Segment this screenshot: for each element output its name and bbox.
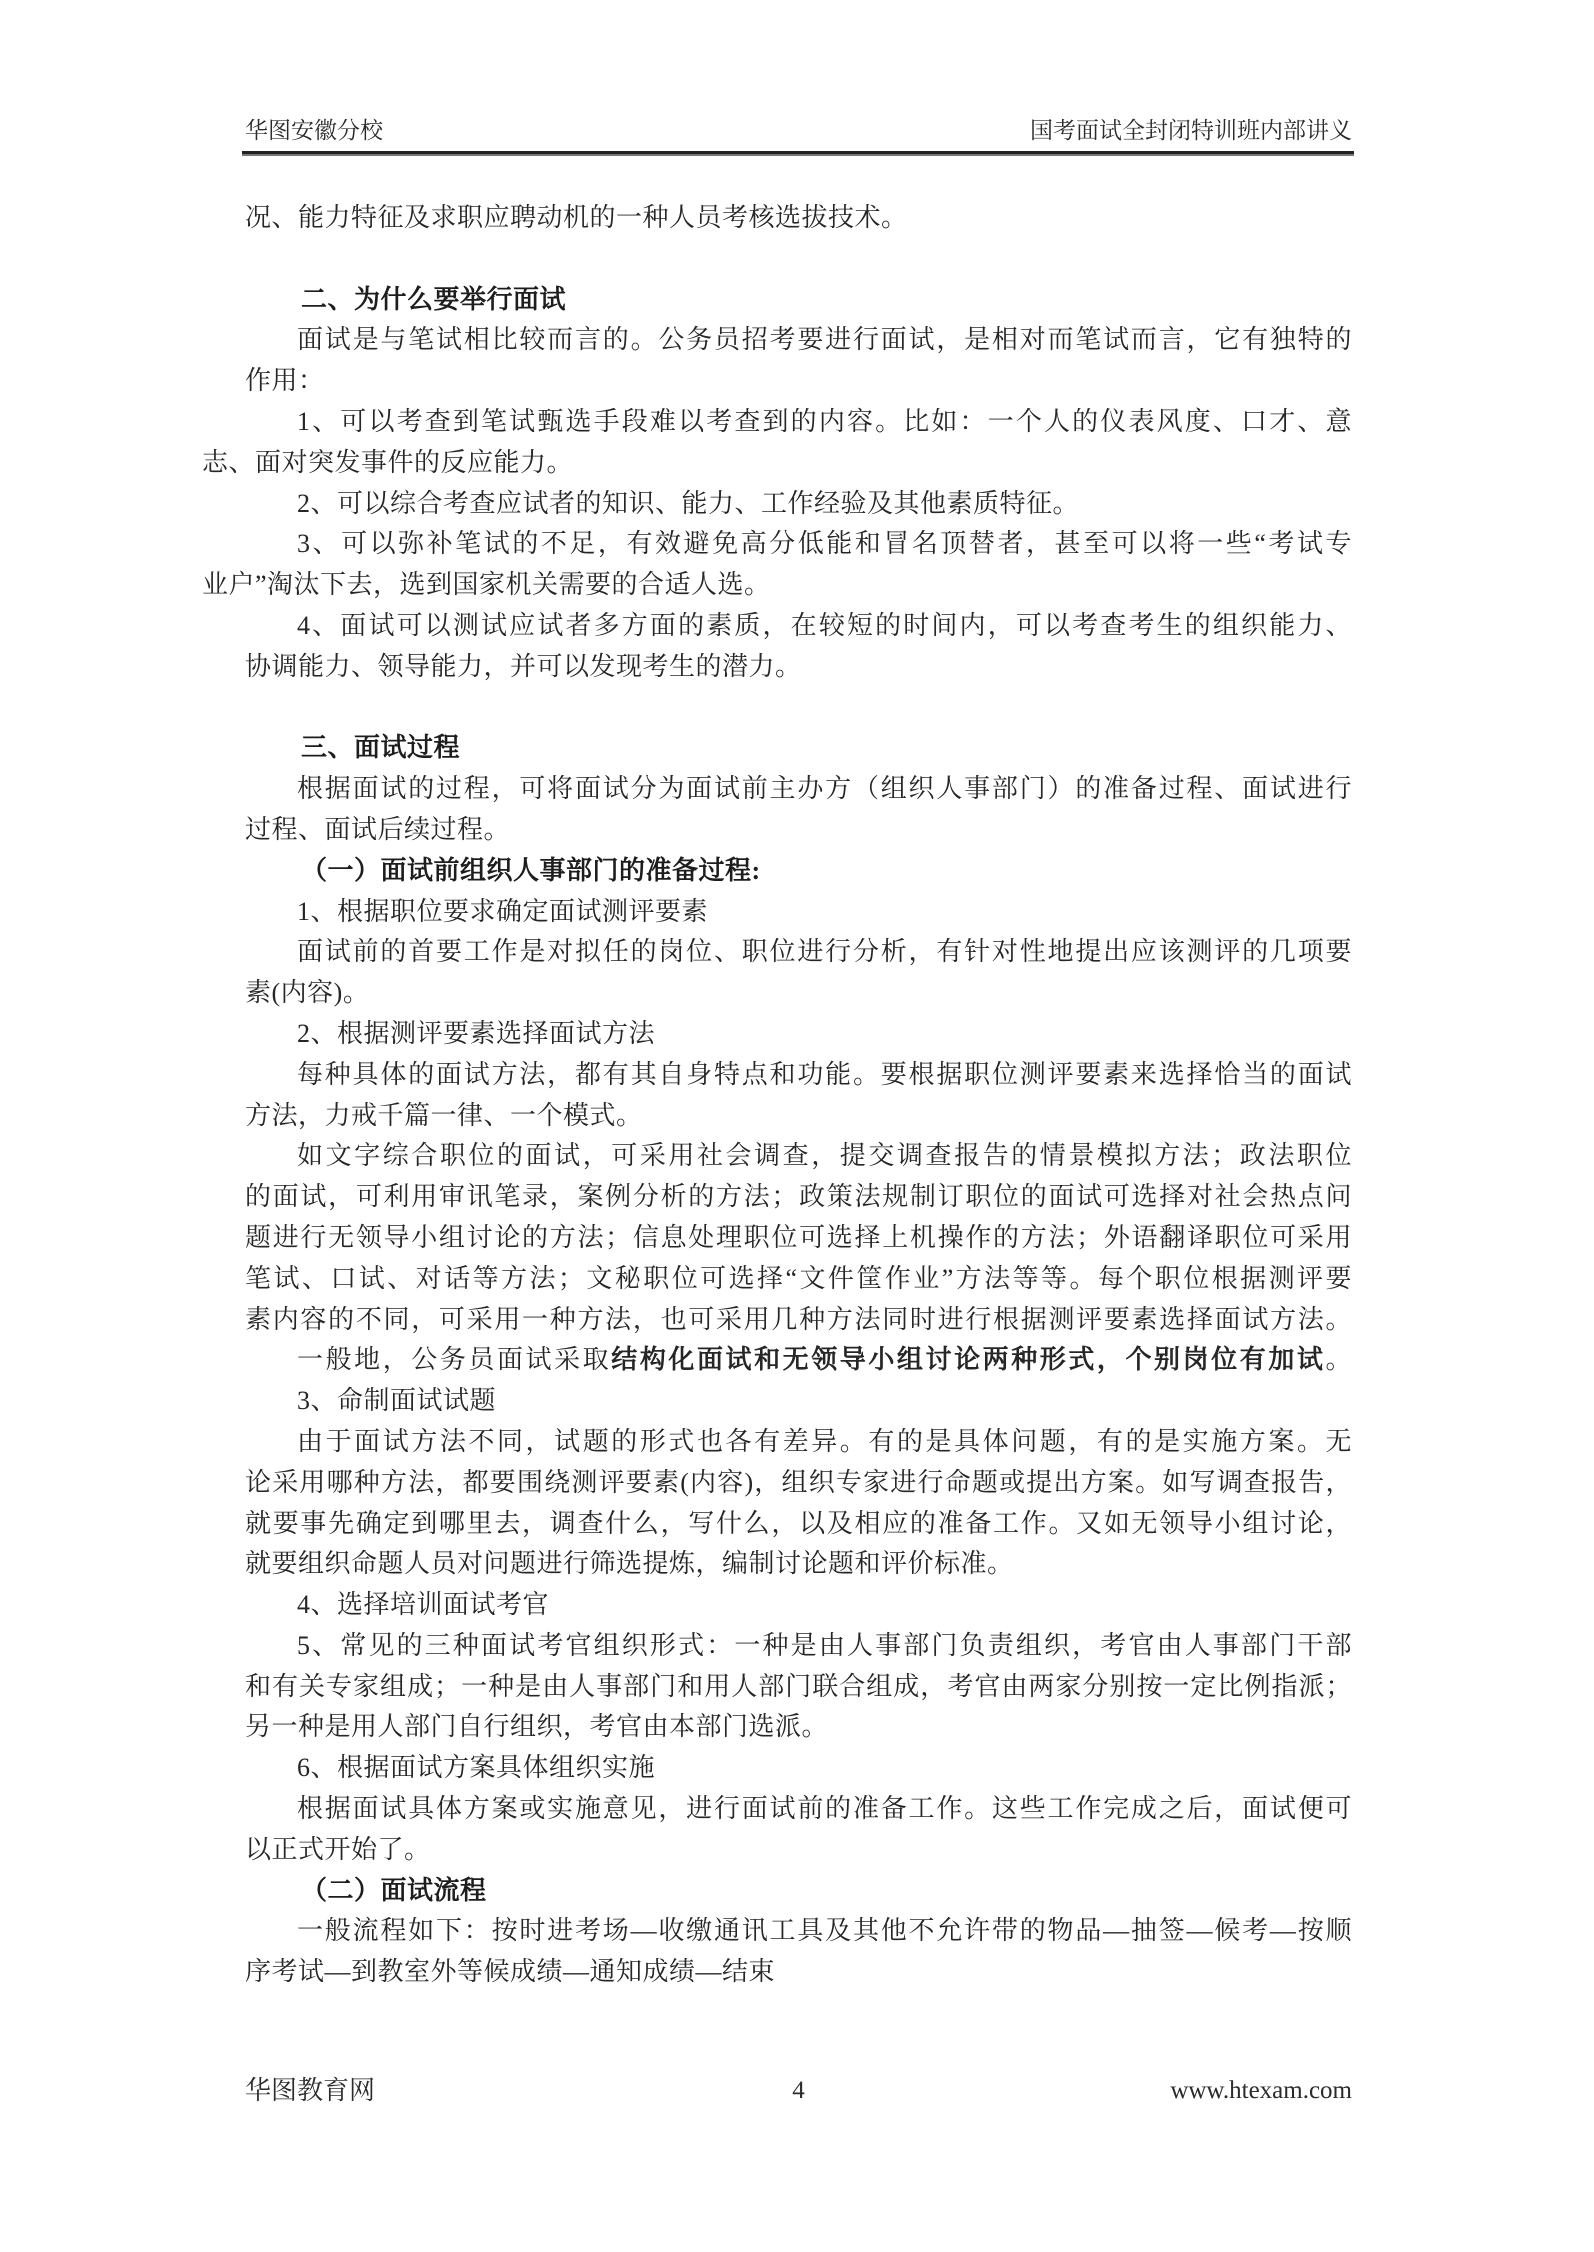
document-body	[202, 198, 1352, 1993]
text-line: 就要事先确定到哪里去，调查什么，写什么，以及相应的准备工作。又如无领导小组讨论，	[245, 1508, 1352, 1538]
text-line: 3、可以弥补笔试的不足，有效避免高分低能和冒名顶替者，甚至可以将一些“考试专	[297, 529, 1352, 559]
heading-line: 二、为什么要举行面试	[301, 284, 567, 314]
text-line: 业户”淘汰下去，选到国家机关需要的合适人选。	[202, 570, 771, 600]
bold-emphasis: 结构化面试和无领导小组讨论两种形式，个别岗位有加试	[611, 1345, 1326, 1375]
text-line: 作用：	[245, 366, 325, 396]
text-line: 笔试、口试、对话等方法；文秘职位可选择“文件筐作业”方法等等。每个职位根据测评要	[245, 1263, 1352, 1293]
page-footer	[245, 2074, 1352, 2108]
text-line	[245, 1340, 1352, 1381]
text-line: 志、面对突发事件的反应能力。	[202, 447, 574, 477]
text-line: 论采用哪种方法，都要围绕测评要素(内容)，组织专家进行命题或提出方案。如写调查报告，	[245, 1467, 1352, 1497]
text-line: 根据面试的过程，可将面试分为面试前主办方（组织人事部门）的准备过程、面试进行	[297, 774, 1352, 804]
text-line: 1、根据职位要求确定面试测评要素	[297, 896, 709, 926]
text-line: 2、可以综合考查应试者的知识、能力、工作经验及其他素质特征。	[297, 488, 1080, 518]
footer-url: www.htexam.com	[1170, 2077, 1352, 2104]
text-line: 面试是与笔试相比较而言的。公务员招考要进行面试，是相对而笔试而言，它有独特的	[297, 325, 1352, 355]
text-line: 协调能力、领导能力，并可以发现考生的潜力。	[245, 651, 802, 681]
text-line: 1、可以考查到笔试甄选手段难以考查到的内容。比如：一个人的仪表风度、口才、意	[297, 406, 1352, 436]
text-line: 序考试—到教室外等候成绩—通知成绩—结束	[245, 1957, 776, 1987]
text-line: 以正式开始了。	[245, 1834, 431, 1864]
heading-line: （一）面试前组织人事部门的准备过程:	[301, 855, 761, 885]
page-header	[245, 116, 1352, 146]
text-line: 4、选择培训面试考官	[297, 1590, 550, 1620]
text-line: 过程、面试后续过程。	[245, 814, 511, 844]
text-line: 如文字综合职位的面试，可采用社会调查，提交调查报告的情景模拟方法；政法职位	[297, 1141, 1352, 1171]
text-line: 5、常见的三种面试考官组织形式：一种是由人事部门负责组织，考官由人事部门干部	[297, 1630, 1352, 1660]
text-line: 一般流程如下：按时进考场—收缴通讯工具及其他不允许带的物品—抽签—候考—按顺	[297, 1916, 1352, 1946]
heading-line: 三、面试过程	[301, 733, 461, 763]
text-line: 每种具体的面试方法，都有其自身特点和功能。要根据职位测评要素来选择恰当的面试	[297, 1059, 1352, 1089]
text-line: 由于面试方法不同，试题的形式也各有差异。有的是具体问题，有的是实施方案。无	[297, 1426, 1352, 1456]
text-run: 。	[1325, 1345, 1352, 1375]
text-line: 方法，力戒千篇一律、一个模式。	[245, 1100, 643, 1130]
text-line: 2、根据测评要素选择面试方法	[297, 1018, 656, 1048]
text-line: 3、命制面试试题	[297, 1386, 497, 1416]
text-line: 素(内容)。	[245, 978, 370, 1008]
text-line: 况、能力特征及求职应聘动机的一种人员考核选拔技术。	[245, 203, 908, 232]
header-left-text: 华图安徽分校	[245, 118, 383, 143]
text-line: 6、根据面试方案具体组织实施	[297, 1753, 656, 1783]
blank-line	[245, 239, 1352, 280]
text-line: 就要组织命题人员对问题进行筛选提炼，编制讨论题和评价标准。	[245, 1549, 1014, 1579]
text-line: 4、面试可以测试应试者多方面的素质，在较短的时间内，可以考查考生的组织能力、	[297, 610, 1352, 640]
header-right-text: 国考面试全封闭特训班内部讲义	[1030, 118, 1352, 143]
text-line: 面试前的首要工作是对拟任的岗位、职位进行分析，有针对性地提出应该测评的几项要	[297, 937, 1352, 967]
text-line: 另一种是用人部门自行组织，考官由本部门选派。	[245, 1712, 829, 1742]
text-line: 根据面试具体方案或实施意见，进行面试前的准备工作。这些工作完成之后，面试便可	[297, 1794, 1352, 1824]
text-line: 的面试，可利用审讯笔录，案例分析的方法；政策法规制订职位的面试可选择对社会热点问	[245, 1182, 1352, 1212]
text-line: 素内容的不同，可采用一种方法，也可采用几种方法同时进行根据测评要素选择面试方法。	[245, 1304, 1352, 1334]
blank-line	[245, 688, 1352, 729]
heading-line: （二）面试流程	[301, 1875, 487, 1905]
text-run: 一般地，公务员面试采取	[297, 1345, 612, 1375]
footer-page-number: 4	[792, 2077, 805, 2104]
text-line: 题进行无领导小组讨论的方法；信息处理职位可选择上机操作的方法；外语翻译职位可采用	[245, 1222, 1352, 1252]
footer-site-name: 华图教育网	[245, 2076, 376, 2105]
header-rule	[242, 151, 1354, 156]
text-line: 和有关专家组成；一种是由人事部门和用人部门联合组成，考官由两家分别按一定比例指派；	[245, 1671, 1352, 1701]
